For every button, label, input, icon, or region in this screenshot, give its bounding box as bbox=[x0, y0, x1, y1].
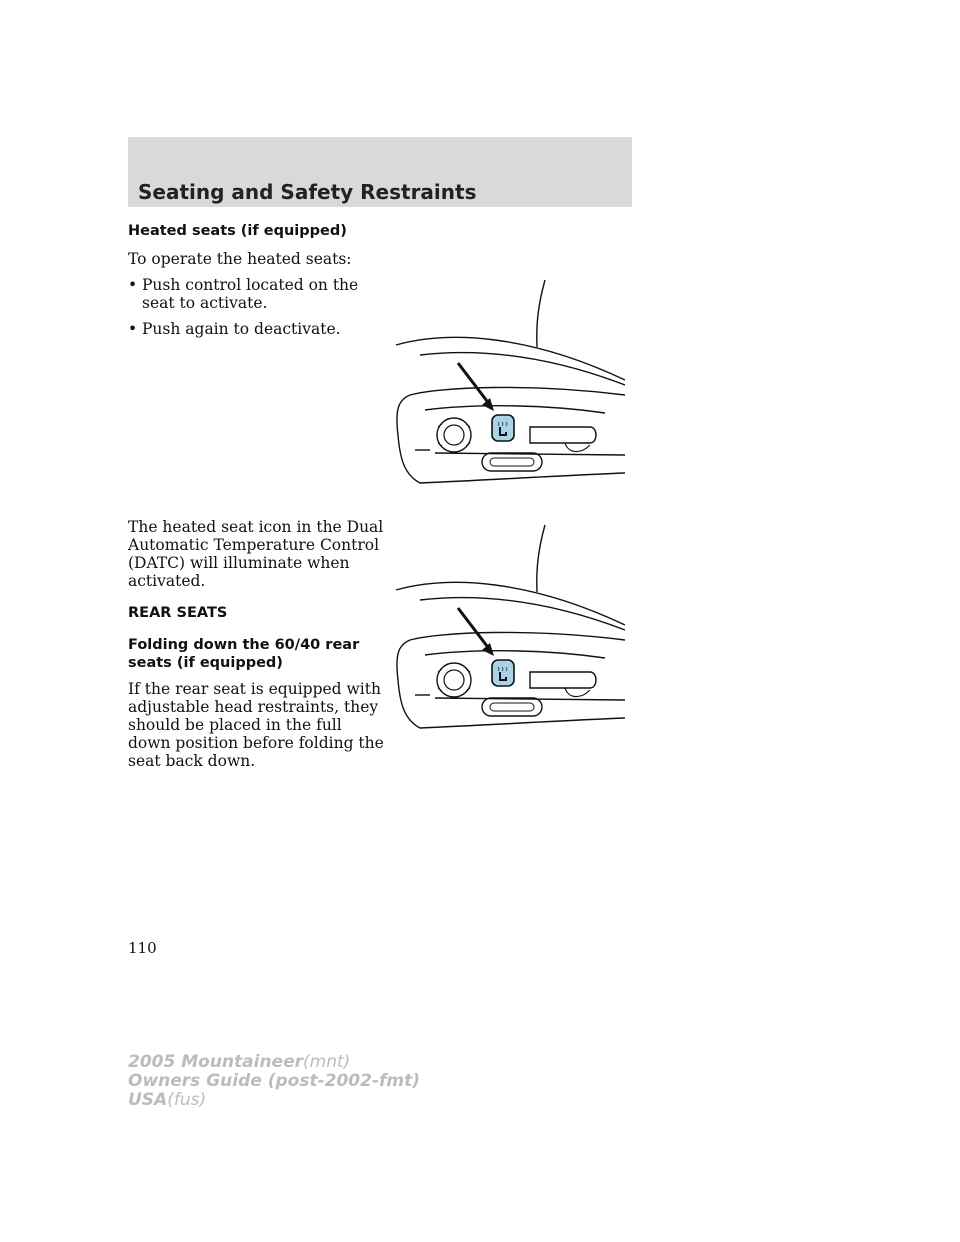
rear-seats-heading: REAR SEATS bbox=[128, 605, 228, 621]
bullet-text: Push control located on the seat to activate. bbox=[142, 276, 359, 312]
bullet-item bbox=[128, 276, 388, 312]
datc-illustration bbox=[390, 520, 630, 740]
section-title: Seating and Safety Restraints bbox=[138, 180, 477, 204]
rear-seats-body: If the rear seat is equipped with adjustable head restraints, they should be placed in the full down position before folding the seat back down. bbox=[128, 680, 384, 770]
datc-note: The heated seat icon in the Dual Automatic Temperature Control (DATC) will illuminate when activated. bbox=[128, 518, 384, 590]
bullet-icon: • bbox=[128, 320, 138, 338]
main-text-column bbox=[128, 222, 388, 770]
rear-seats-subheading: Folding down the 60/40 rear seats (if equipped) bbox=[128, 637, 360, 671]
knob-icon bbox=[437, 663, 471, 697]
footer-guide: Owners Guide (post-2002-fmt) bbox=[128, 1071, 421, 1091]
page-number: 110 bbox=[128, 939, 157, 957]
heated-seat-icon bbox=[492, 415, 514, 441]
document-footer bbox=[128, 1053, 420, 1110]
footer-model: 2005 Mountaineer bbox=[128, 1052, 304, 1072]
heated-seats-intro: To operate the heated seats: bbox=[128, 250, 352, 268]
footer-market: USA bbox=[128, 1090, 168, 1110]
footer-model-code: (mnt) bbox=[303, 1052, 351, 1072]
bullet-item bbox=[128, 320, 388, 338]
bullet-text: Push again to deactivate. bbox=[142, 320, 341, 338]
heated-seats-heading: Heated seats (if equipped) bbox=[128, 223, 347, 239]
heated-seat-control-illustration bbox=[390, 275, 630, 495]
bullet-icon: • bbox=[128, 276, 138, 294]
footer-market-code: (fus) bbox=[167, 1090, 207, 1110]
heated-seat-icon bbox=[492, 660, 514, 686]
section-header bbox=[128, 137, 632, 207]
knob-icon bbox=[437, 418, 471, 452]
